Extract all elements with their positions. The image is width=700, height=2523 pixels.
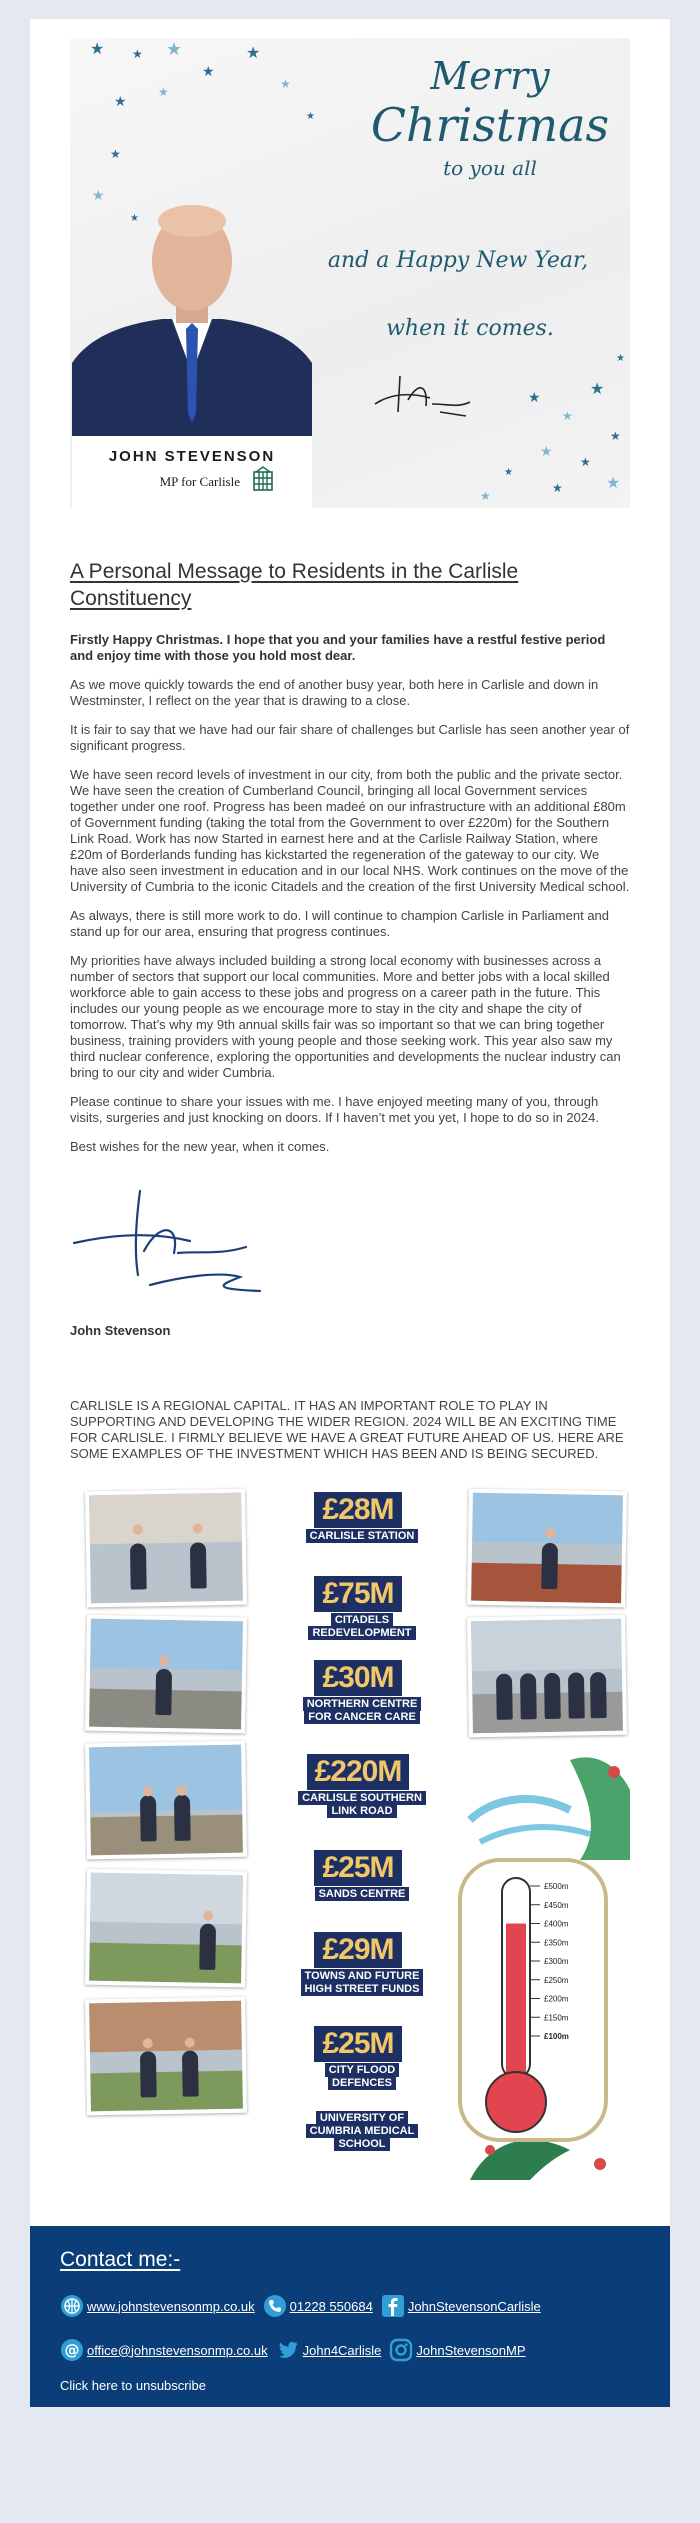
- investment-tag: [298, 1660, 418, 1724]
- facebook-item: [381, 2294, 541, 2318]
- mp-name: JOHN STEVENSON: [108, 448, 276, 465]
- email-body: [30, 19, 670, 2407]
- investment-infographic: [70, 1480, 630, 2180]
- thermometer-fill: [506, 1924, 526, 2091]
- signature-image: [70, 1181, 270, 1301]
- investment-amount: £30M: [314, 1660, 401, 1696]
- christmas-banner: [70, 38, 630, 508]
- greeting-new-year: and a Happy New Year,: [327, 248, 589, 273]
- star-icon: ★: [590, 381, 605, 398]
- email-link[interactable]: office@johnstevensonmp.co.uk: [87, 2342, 268, 2358]
- portcullis-icon: [252, 466, 274, 492]
- unsubscribe-link[interactable]: Click here to unsubscribe: [60, 2378, 206, 2393]
- star-icon: ★: [610, 429, 621, 443]
- message-section: [30, 558, 670, 1462]
- greeting-to-you-all: to you all: [443, 156, 537, 180]
- at-sign-icon: [60, 2338, 84, 2362]
- photo-sands-centre: [467, 1615, 627, 1738]
- contact-heading: Contact me:-: [60, 2248, 181, 2271]
- website-item: [60, 2294, 255, 2318]
- message-paragraph: Please continue to share your issues with me. I have enjoyed meeting many of you, through visits, surgeries and just knocking on doors. If I haven’t met you yet, I hope to do so in 2024.: [70, 1094, 599, 1125]
- thermometer-label: £400m: [544, 1919, 569, 1929]
- star-icon: ★: [246, 45, 261, 62]
- lead-paragraph: Firstly Happy Christmas. I hope that you and your families have a restful festive period and enjoy time with those you hold most dear.: [70, 632, 606, 663]
- message-title: A Personal Message to Residents in the Carlisle Constituency: [70, 560, 519, 610]
- investment-amount: £220M: [307, 1754, 410, 1790]
- star-icon: ★: [606, 475, 621, 492]
- star-icon: ★: [280, 77, 291, 91]
- investment-tag: [298, 1754, 422, 1818]
- investment-amount: £28M: [314, 1492, 401, 1528]
- phone-link[interactable]: 01228 550684: [289, 2298, 373, 2314]
- star-icon: ★: [540, 443, 553, 459]
- star-icon: ★: [166, 39, 183, 59]
- thermometer-label: £450m: [544, 1900, 569, 1910]
- instagram-item: [389, 2338, 525, 2362]
- instagram-icon: [389, 2338, 413, 2362]
- contact-row: [60, 2338, 640, 2362]
- thermometer-label: £200m: [544, 1994, 569, 2004]
- capital-statement: CARLISLE IS A REGIONAL CAPITAL. IT HAS AN IMPORTANT ROLE TO PLAY IN SUPPORTING AND DEVELOPING THE WIDER REGION. 2024 WILL BE AN EXCITING TIME FOR CARLISLE. I FIRMLY BELIEVE WE HAVE A GREAT FUTURE AHEAD OF US. HERE ARE SOME EXAMPLES OF THE INVESTMENT WHICH HAS BEEN AND IS BEING SECURED.: [70, 1398, 624, 1461]
- star-icon: ★: [552, 481, 563, 495]
- greeting-christmas: Christmas: [370, 98, 610, 152]
- twitter-link[interactable]: John4Carlisle: [302, 2342, 382, 2358]
- star-icon: ★: [480, 489, 491, 503]
- thermometer-label: £250m: [544, 1975, 569, 1985]
- investment-tag: [298, 1932, 418, 1996]
- handwritten-signature: [370, 364, 480, 424]
- investment-label: CITADELS REDEVELOPMENT: [308, 1613, 415, 1640]
- mp-role: MP for Carlisle: [159, 474, 240, 489]
- greeting-when-it-comes: when it comes.: [386, 316, 554, 341]
- thermometer-label: £300m: [544, 1957, 569, 1966]
- investment-label: UNIVERSITY OF CUMBRIA MEDICAL SCHOOL: [306, 2111, 419, 2151]
- greeting-merry: Merry: [430, 54, 550, 98]
- investment-label: CARLISLE STATION: [306, 1529, 419, 1543]
- message-paragraph: My priorities have always included building a strong local economy with businesses across a number of sectors that support our local communities. More and better jobs with a local skilled workforce able to gain access to these jobs and progress on a career path in the future. This includes our young people as we encourage more to stay in the city and shape the city of tomorrow. That’s why my 9th annual skills fair was so important so that we can bring together business, training providers with young people and those seeking work. This year also saw my third nuclear conference, exploring the opportunities and developments the nuclear industry can bring to our city and wider Cumbria.: [70, 953, 621, 1080]
- contact-row: [60, 2294, 640, 2318]
- star-icon: ★: [306, 111, 315, 122]
- star-icon: ★: [562, 409, 573, 423]
- investment-tag: [298, 1492, 418, 1543]
- star-icon: ★: [504, 467, 513, 478]
- message-paragraph: It is fair to say that we have had our fair share of challenges but Carlisle has seen another year of significant progress.: [70, 722, 630, 753]
- facebook-link[interactable]: JohnStevensonCarlisle: [407, 2298, 541, 2314]
- photo-station: [85, 1489, 247, 1608]
- investment-tag: [298, 2110, 418, 2151]
- foliage-decoration: [450, 1750, 630, 1860]
- photo-link-road: [85, 1741, 247, 1860]
- contact-footer: [30, 2226, 670, 2407]
- investment-label: NORTHERN CENTRE FOR CANCER CARE: [303, 1697, 422, 1724]
- thermometer-label: £500m: [544, 1882, 569, 1891]
- photo-flood-defences: [85, 1997, 247, 2116]
- star-icon: ★: [90, 41, 105, 58]
- star-icon: ★: [616, 353, 625, 364]
- photo-high-street: [85, 1869, 247, 1988]
- thermometer-label: £100m: [544, 2032, 569, 2041]
- message-paragraph: We have seen record levels of investment in our city, from both the public and the private sector. We have seen the creation of Cumberland Council, bringing all local Government services together under one roof. Progress has been madeé on our infrastructure with an additional £80m of Government funding (taking the total from the Government to over £220m) for the Southern Link Road. Work has now Started in earnest here and at the Carlisle Railway Station, where £20m of Borderlands funding has kickstarted the regeneration of the gateway to our city. We have also seen investment in education and in our local NHS. Work continues on the move of the University of Cumbria to the iconic Citadels and the creation of the first University Medical school.: [70, 767, 630, 894]
- investment-label: CARLISLE SOUTHERN LINK ROAD: [298, 1791, 426, 1818]
- twitter-item: [276, 2338, 382, 2362]
- star-icon: ★: [130, 213, 139, 224]
- phone-item: [263, 2294, 373, 2318]
- investment-tag: [298, 1850, 418, 1901]
- globe-icon: [60, 2294, 84, 2318]
- signoff-name: John Stevenson: [70, 1323, 171, 1338]
- investment-tag: [298, 1576, 418, 1640]
- investment-amount: £75M: [314, 1576, 401, 1612]
- thermometer-label: £150m: [544, 2013, 569, 2023]
- star-icon: ★: [110, 147, 121, 161]
- investment-tag: [298, 2026, 418, 2090]
- investment-label: TOWNS AND FUTURE HIGH STREET FUNDS: [301, 1969, 424, 1996]
- investment-amount: £25M: [314, 2026, 401, 2062]
- star-icon: ★: [132, 47, 143, 61]
- phone-icon: [263, 2294, 287, 2318]
- thermometer-label: £350m: [544, 1938, 569, 1948]
- facebook-icon: [381, 2294, 405, 2318]
- instagram-link[interactable]: JohnStevensonMP: [416, 2342, 526, 2358]
- portrait-photo: [72, 173, 312, 473]
- svg-text:@: @: [64, 2341, 80, 2359]
- name-bar: [72, 436, 312, 508]
- investment-label: CITY FLOOD DEFENCES: [325, 2063, 399, 2090]
- message-paragraph: Best wishes for the new year, when it comes.: [70, 1139, 330, 1154]
- email-item: [60, 2338, 268, 2362]
- star-icon: ★: [202, 63, 215, 79]
- website-link[interactable]: www.johnstevensonmp.co.uk: [87, 2298, 255, 2314]
- investment-label: SANDS CENTRE: [315, 1887, 410, 1901]
- star-icon: ★: [528, 389, 541, 405]
- twitter-icon: [276, 2338, 300, 2362]
- photo-cancer-centre: [85, 1615, 247, 1734]
- message-paragraph: As always, there is still more work to do. I will continue to champion Carlisle in Parliament and stand up for our area, ensuring that progress continues.: [70, 908, 610, 939]
- funding-thermometer: [458, 1858, 608, 2142]
- photo-citadels: [467, 1489, 627, 1608]
- star-icon: ★: [580, 455, 591, 469]
- investment-amount: £29M: [314, 1932, 401, 1968]
- star-icon: ★: [92, 187, 105, 203]
- message-paragraph: As we move quickly towards the end of another busy year, both here in Carlisle and down in Westminster, I reflect on the year that is drawing to a close.: [70, 677, 599, 708]
- star-icon: ★: [158, 85, 169, 99]
- star-icon: ★: [114, 93, 127, 109]
- investment-amount: £25M: [314, 1850, 401, 1886]
